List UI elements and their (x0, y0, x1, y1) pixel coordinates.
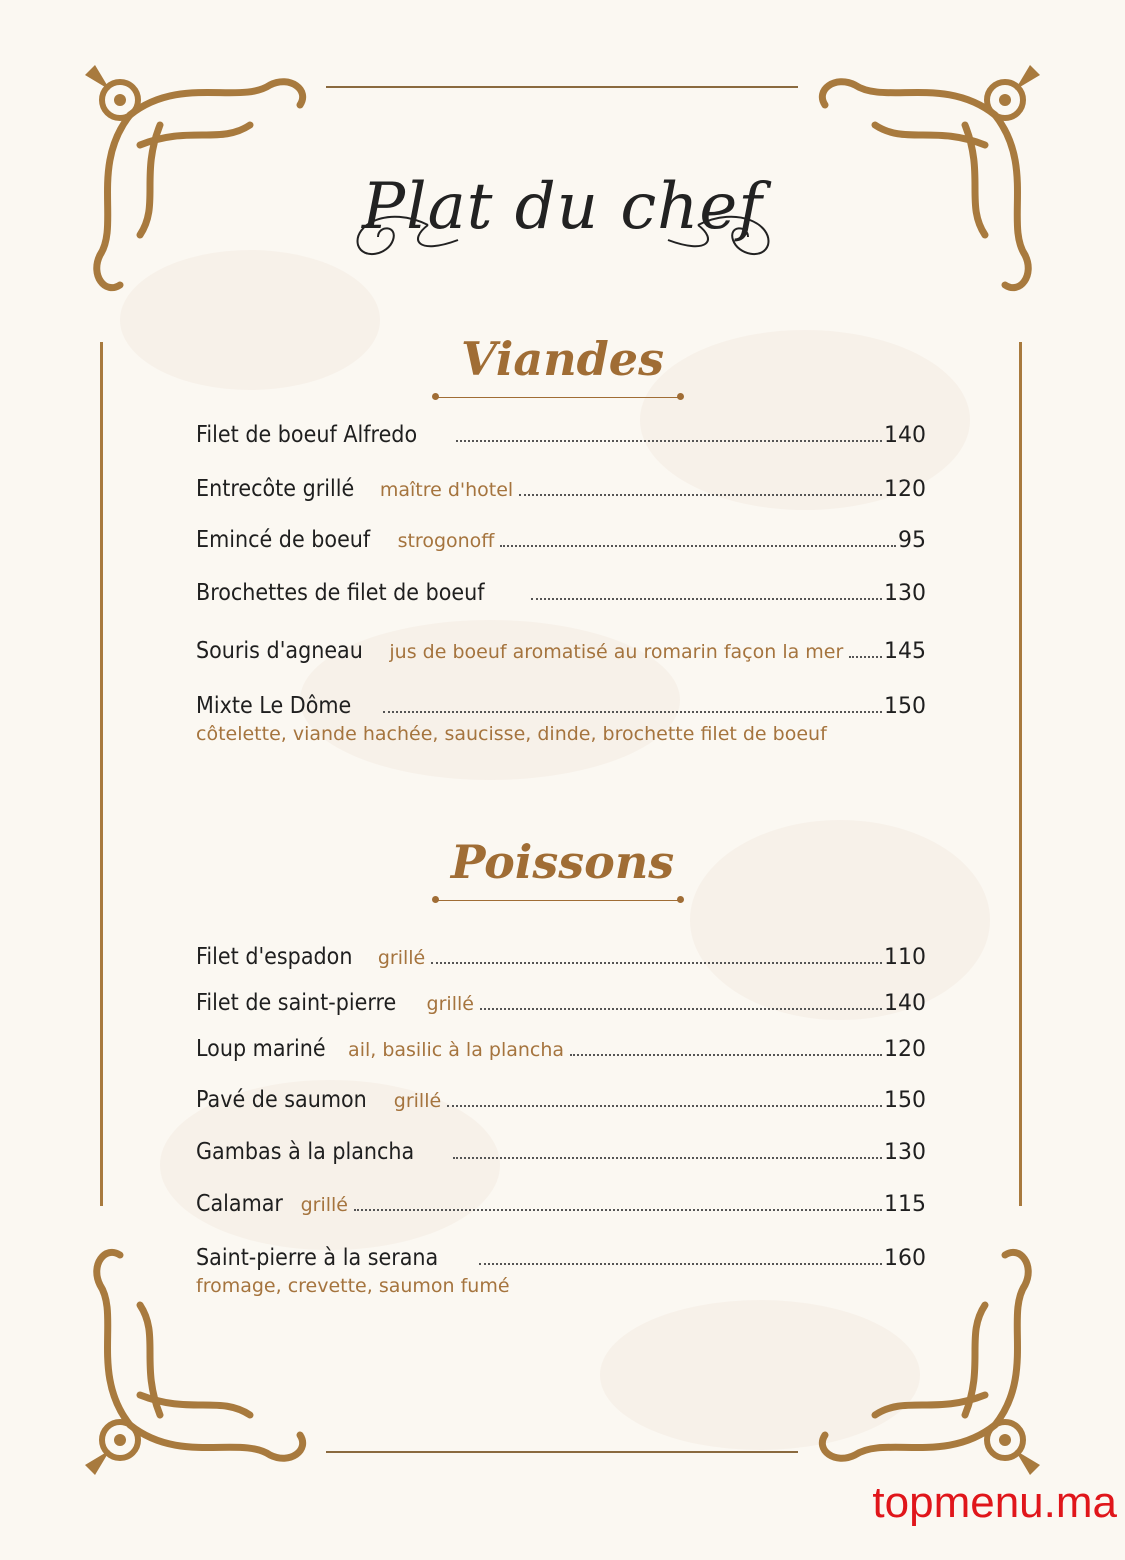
top-border-line (326, 86, 798, 88)
menu-item (196, 1087, 926, 1113)
dotted-leader (456, 440, 882, 442)
dotted-leader (480, 1008, 882, 1010)
menu-item-price: 160 (884, 1246, 926, 1271)
menu-item (196, 638, 926, 664)
menu-item-price: 120 (884, 1037, 926, 1062)
dotted-leader (519, 494, 882, 496)
menu-item-name: Entrecôte grillé (196, 476, 355, 502)
section-heading-rule (438, 397, 678, 398)
section-heading-poissons: Poissons (450, 835, 675, 889)
menu-item-name: Filet d'espadon (196, 944, 353, 970)
menu-item-description: jus de boeuf aromatisé au romarin façon la mer (389, 641, 844, 663)
menu-item-price: 145 (884, 639, 926, 664)
menu-item-description: grillé (426, 993, 474, 1015)
menu-item-subdescription: fromage, crevette, saumon fumé (196, 1275, 510, 1297)
menu-item-name: Gambas à la plancha (196, 1139, 415, 1165)
menu-item (196, 1191, 926, 1217)
menu-item (196, 580, 926, 606)
menu-item-name: Filet de boeuf Alfredo (196, 422, 418, 448)
menu-item (196, 422, 926, 448)
menu-item (196, 693, 926, 745)
menu-item-name: Mixte Le Dôme (196, 693, 352, 719)
heading-rule-dot (677, 393, 684, 400)
dotted-leader (570, 1054, 882, 1056)
menu-item-description: grillé (377, 947, 426, 969)
dotted-leader (531, 598, 882, 600)
page-title: Plat du chef (362, 170, 763, 244)
watermark-link[interactable]: topmenu.ma (872, 1478, 1117, 1527)
menu-item-name: Emincé de boeuf (196, 527, 371, 553)
menu-item-name: Loup mariné (196, 1036, 326, 1062)
menu-item-description: grillé (300, 1194, 348, 1216)
menu-item-name: Pavé de saumon (196, 1087, 367, 1113)
menu-item-price: 130 (884, 1140, 926, 1165)
menu-item-description: grillé (393, 1090, 442, 1112)
menu-item-name: Brochettes de filet de boeuf (196, 580, 485, 606)
dotted-leader (354, 1209, 882, 1211)
menu-item-price: 150 (884, 1088, 926, 1113)
menu-item-name: Filet de saint-pierre (196, 990, 397, 1016)
menu-item (196, 1036, 926, 1062)
menu-item-name: Calamar (196, 1191, 283, 1217)
section-heading-viandes: Viandes (461, 332, 664, 386)
menu-item-price: 120 (884, 477, 926, 502)
menu-item-price: 115 (884, 1192, 926, 1217)
menu-item-price: 110 (884, 945, 926, 970)
menu-item-description: ail, basilic à la plancha (348, 1039, 565, 1061)
menu-item (196, 990, 926, 1016)
right-border-line (1019, 342, 1022, 1206)
left-border-line (100, 342, 103, 1206)
dotted-leader (453, 1157, 883, 1159)
menu-item-price: 95 (898, 528, 926, 553)
menu-item (196, 476, 926, 502)
menu-item-subdescription: côtelette, viande hachée, saucisse, dinde, brochette filet de boeuf (196, 723, 827, 745)
menu-item-price: 150 (884, 694, 926, 719)
section-heading-rule (438, 900, 678, 901)
menu-item (196, 1139, 926, 1165)
dotted-leader (431, 962, 882, 964)
bottom-border-line (326, 1451, 798, 1453)
menu-item-name: Souris d'agneau (196, 638, 363, 664)
menu-item-price: 140 (884, 423, 926, 448)
menu-item (196, 944, 926, 970)
menu-item-description: maître d'hotel (379, 479, 514, 501)
menu-item (196, 527, 926, 553)
dotted-leader (479, 1263, 882, 1265)
dotted-leader (383, 711, 882, 713)
heading-rule-dot (677, 896, 684, 903)
menu-item (196, 1245, 926, 1297)
dotted-leader (447, 1105, 882, 1107)
menu-item-description: strogonoff (397, 530, 495, 552)
menu-item-price: 130 (884, 581, 926, 606)
dotted-leader (500, 545, 896, 547)
menu-item-name: Saint-pierre à la serana (196, 1245, 439, 1271)
dotted-leader (849, 656, 882, 658)
menu-item-price: 140 (884, 991, 926, 1016)
